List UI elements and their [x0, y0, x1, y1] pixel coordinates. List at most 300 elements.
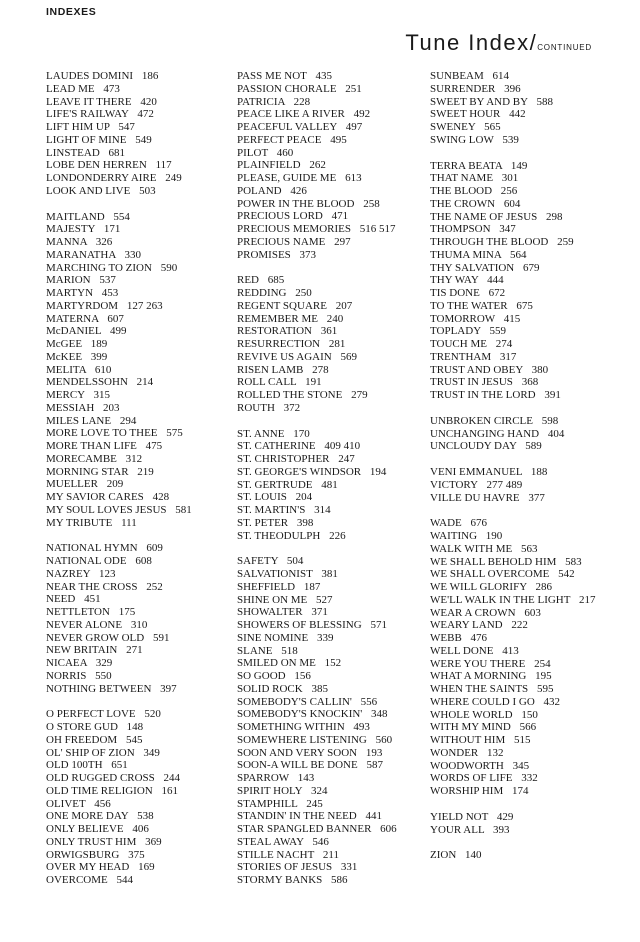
hymn-number: 518	[281, 644, 298, 657]
index-entry	[46, 453, 226, 466]
index-entry	[237, 759, 422, 772]
index-entry	[46, 581, 226, 594]
tune-name: MORECAMBE	[46, 452, 117, 465]
tune-name: NOTHING BETWEEN	[46, 682, 152, 695]
hymn-number: 441	[365, 810, 382, 823]
hymn-number: 297	[334, 235, 351, 248]
tune-name: STANDIN' IN THE NEED	[237, 810, 357, 823]
index-entry	[237, 159, 422, 172]
hymn-number: 589	[525, 440, 542, 453]
hymn-number: 613	[345, 172, 362, 184]
index-entry	[237, 134, 422, 147]
hymn-number: 245	[306, 797, 323, 810]
tune-name: SO GOOD	[237, 670, 286, 682]
hymn-number: 123	[98, 567, 116, 580]
hymn-number: 385	[311, 682, 328, 695]
tune-name: STAR SPANGLED BANNER	[237, 823, 372, 835]
index-entry	[237, 491, 422, 504]
hymn-number: 369	[145, 835, 162, 848]
hymn-number: 676	[470, 517, 488, 530]
index-entry	[46, 223, 226, 236]
index-entry	[237, 657, 422, 670]
index-entry	[430, 211, 600, 224]
index-entry	[237, 798, 422, 811]
tune-name: VICTORY	[430, 478, 478, 491]
tune-name: YOUR ALL	[430, 823, 485, 836]
hymn-number: 604	[503, 197, 521, 210]
index-entry	[430, 760, 600, 773]
hymn-number: 607	[107, 312, 124, 325]
index-entry	[46, 274, 226, 287]
index-entry	[46, 670, 226, 683]
tune-name: WE'LL WALK IN THE LIGHT	[430, 593, 571, 606]
hymn-number: 672	[488, 287, 506, 299]
hymn-number: 247	[338, 453, 355, 465]
tune-name: VILLE DU HAVRE	[430, 491, 520, 504]
index-entry	[237, 823, 422, 836]
tune-name: ST. LOUIS	[237, 491, 287, 504]
index-entry	[46, 836, 226, 849]
index-entry	[46, 861, 226, 874]
hymn-number: 492	[353, 108, 371, 121]
index-entry	[46, 657, 226, 670]
index-entry	[46, 683, 226, 696]
index-entry	[237, 555, 422, 568]
tune-name: ZION	[430, 849, 457, 862]
hymn-number: 240	[326, 312, 344, 325]
index-group	[237, 555, 422, 887]
index-entry	[430, 415, 600, 428]
tune-name: McDANIEL	[46, 325, 102, 338]
tune-name: ROUTH	[237, 401, 275, 414]
tune-name: SWEET BY AND BY	[430, 95, 528, 108]
hymn-number: 317	[499, 350, 517, 363]
index-entry	[430, 160, 600, 173]
hymn-number: 549	[135, 133, 152, 146]
hymn-number: 413	[502, 644, 519, 657]
index-entry	[237, 836, 422, 849]
tune-name: THOMPSON	[430, 223, 491, 236]
tune-name: POLAND	[237, 184, 282, 197]
tune-name: RED	[237, 274, 259, 287]
index-entry	[237, 721, 422, 734]
index-entry	[430, 772, 600, 785]
index-entry	[46, 466, 226, 479]
index-entry	[237, 287, 422, 300]
index-entry	[46, 147, 226, 160]
index-entry	[430, 223, 600, 236]
tune-name: WEBB	[430, 632, 462, 644]
hymn-number: 456	[94, 797, 111, 810]
hymn-number: 515	[514, 734, 531, 746]
hymn-number: 581	[175, 503, 192, 516]
hymn-number: 569	[340, 350, 357, 363]
index-column-3	[430, 70, 600, 875]
tune-name: WHOLE WORLD	[430, 708, 513, 721]
hymn-number: 453	[101, 287, 119, 299]
tune-name: SUNBEAM	[430, 70, 484, 82]
hymn-number: 559	[489, 325, 506, 338]
tune-name: SLANE	[237, 644, 273, 657]
index-entry	[46, 96, 226, 109]
tune-name: WE SHALL BEHOLD HIM	[430, 555, 557, 568]
hymn-number: 324	[310, 784, 328, 797]
index-entry	[430, 440, 600, 453]
index-entry	[46, 440, 226, 453]
tune-name: STORIES OF JESUS	[237, 861, 333, 874]
hymn-number: 161	[161, 784, 178, 797]
hymn-number: 614	[492, 70, 510, 82]
hymn-number: 397	[160, 682, 177, 695]
tune-name: SOMEBODY'S CALLIN'	[237, 695, 352, 708]
index-entry	[237, 466, 422, 479]
index-entry	[46, 721, 226, 734]
tune-name: MY TRIBUTE	[46, 516, 113, 529]
index-group	[430, 466, 600, 504]
tune-name: MENDELSSOHN	[46, 376, 128, 389]
tune-name: WHAT A MORNING	[430, 670, 527, 683]
hymn-number: 675	[516, 299, 533, 312]
index-group	[430, 70, 600, 147]
index-entry	[237, 364, 422, 377]
tune-name: THAT NAME	[430, 172, 494, 185]
tune-name: PERFECT PEACE	[237, 133, 322, 146]
tune-name: OLD RUGGED CROSS	[46, 772, 155, 784]
hymn-number: 544	[116, 874, 133, 886]
tune-name: MERCY	[46, 389, 85, 401]
hymn-number: 204	[295, 491, 313, 504]
hymn-number: 117	[155, 159, 172, 172]
index-entry	[237, 325, 422, 338]
tune-name: POWER IN THE BLOOD	[237, 197, 355, 210]
index-entry	[430, 849, 600, 862]
hymn-number: 442	[509, 108, 526, 121]
index-entry	[237, 785, 422, 798]
tune-name: WHERE COULD I GO	[430, 695, 535, 708]
index-entry	[237, 849, 422, 862]
hymn-number: 348	[371, 708, 388, 721]
hymn-number: 315	[93, 389, 110, 401]
tune-name: SOLID ROCK	[237, 682, 303, 695]
index-entry	[46, 364, 226, 377]
index-group	[237, 70, 422, 261]
index-entry	[46, 606, 226, 619]
index-entry	[237, 683, 422, 696]
tune-name: ST. THEODULPH	[237, 529, 321, 542]
hymn-number: 610	[94, 363, 112, 376]
hymn-number: 538	[137, 810, 154, 823]
index-entry	[430, 785, 600, 798]
index-entry	[46, 632, 226, 645]
tune-name: SINE NOMINE	[237, 631, 309, 644]
index-entry	[46, 823, 226, 836]
hymn-number: 169	[138, 861, 155, 874]
index-entry	[237, 670, 422, 683]
tune-name: PLAINFIELD	[237, 159, 301, 172]
hymn-number: 563	[521, 542, 538, 555]
tune-name: PATRICIA	[237, 95, 285, 108]
hymn-number: 372	[283, 401, 301, 414]
hymn-number: 274	[495, 338, 513, 350]
tune-name: MARION	[46, 274, 91, 287]
hymn-number: 361	[320, 325, 338, 338]
tune-name: SPARROW	[237, 772, 289, 784]
hymn-number: 279	[351, 389, 368, 401]
tune-name: MY SOUL LOVES JESUS	[46, 503, 167, 516]
tune-name: RESURRECTION	[237, 338, 321, 350]
tune-name: SHEFFIELD	[237, 580, 296, 593]
index-entry	[430, 389, 600, 402]
tune-name: MY SAVIOR CARES	[46, 491, 144, 503]
tune-name: TO THE WATER	[430, 299, 508, 312]
hymn-number: 495	[330, 133, 347, 146]
index-entry	[430, 658, 600, 671]
tune-name: NETTLETON	[46, 606, 110, 618]
hymn-number: 256	[500, 185, 518, 197]
hymn-number: 590	[160, 261, 178, 274]
hymn-number: 681	[108, 146, 126, 159]
hymn-number: 398	[296, 516, 314, 529]
tune-name: SWEET HOUR	[430, 108, 501, 121]
index-entry	[237, 96, 422, 109]
index-entry	[430, 824, 600, 837]
tune-name: WORSHIP HIM	[430, 785, 504, 797]
hymn-number: 254	[534, 657, 551, 670]
tune-name: MARTYN	[46, 287, 94, 299]
tune-name: NEW BRITAIN	[46, 644, 118, 657]
index-entry	[237, 376, 422, 389]
tune-name: WE SHALL OVERCOME	[430, 568, 550, 581]
index-entry	[237, 338, 422, 351]
hymn-number: 547	[118, 121, 135, 133]
tune-name: MARCHING TO ZION	[46, 261, 152, 274]
hymn-number: 516 517	[359, 223, 396, 235]
tune-name: MILES LANE	[46, 414, 112, 427]
index-entry	[46, 427, 226, 440]
tune-name: RESTORATION	[237, 325, 312, 338]
tune-name: SMILED ON ME	[237, 657, 316, 670]
page-title-main: Tune Index/	[405, 30, 538, 55]
hymn-number: 504	[286, 555, 304, 568]
tune-name: THUMA MINA	[430, 248, 502, 261]
index-entry	[46, 108, 226, 121]
hymn-number: 286	[535, 581, 552, 593]
tune-name: WOODWORTH	[430, 759, 504, 772]
tune-name: OVER MY HEAD	[46, 861, 130, 874]
tune-name: THY WAY	[430, 274, 479, 287]
index-entry	[430, 683, 600, 696]
index-entry	[237, 810, 422, 823]
index-entry	[237, 147, 422, 160]
tune-name: WAITING	[430, 530, 478, 542]
index-entry	[46, 772, 226, 785]
index-entry	[237, 581, 422, 594]
tune-name: THY SALVATION	[430, 261, 515, 274]
index-entry	[430, 734, 600, 747]
tune-name: SALVATIONIST	[237, 568, 313, 580]
hymn-number: 278	[312, 363, 329, 376]
tune-name: NEAR THE CROSS	[46, 580, 138, 593]
hymn-number: 219	[137, 465, 154, 478]
tune-name: WITH MY MIND	[430, 721, 511, 734]
index-entry	[430, 721, 600, 734]
hymn-number: 435	[315, 70, 332, 82]
hymn-number: 460	[276, 146, 294, 159]
tune-name: ST. GEORGE'S WINDSOR	[237, 465, 362, 478]
hymn-number: 207	[335, 299, 353, 312]
index-entry	[430, 108, 600, 121]
index-entry	[430, 530, 600, 543]
tune-name: SPIRIT HOLY	[237, 784, 303, 797]
index-entry	[430, 709, 600, 722]
index-entry	[46, 708, 226, 721]
tune-name: WHEN THE SAINTS	[430, 683, 529, 695]
index-entry	[237, 861, 422, 874]
index-entry	[430, 236, 600, 249]
tune-name: LOOK AND LIVE	[46, 184, 131, 197]
index-entry	[237, 198, 422, 211]
index-entry	[46, 262, 226, 275]
index-entry	[237, 402, 422, 415]
tune-name: WEARY LAND	[430, 619, 503, 632]
tune-name: MARANATHA	[46, 248, 116, 261]
hymn-number: 281	[328, 338, 346, 350]
hymn-number: 195	[535, 670, 552, 683]
index-group	[237, 274, 422, 414]
hymn-number: 451	[84, 593, 101, 606]
hymn-number: 314	[314, 504, 331, 516]
index-entry	[46, 249, 226, 262]
index-entry	[430, 632, 600, 645]
tune-name: NEVER GROW OLD	[46, 631, 145, 644]
hymn-number: 377	[528, 491, 545, 504]
hymn-number: 595	[536, 683, 554, 695]
index-entry	[46, 644, 226, 657]
tune-name: ONLY TRUST HIM	[46, 835, 137, 848]
index-entry	[237, 83, 422, 96]
tune-name: UNCHANGING HAND	[430, 427, 540, 440]
hymn-number: 252	[146, 580, 163, 593]
index-entry	[237, 121, 422, 134]
page-title	[405, 32, 592, 54]
index-entry	[430, 747, 600, 760]
tune-name: REGENT SQUARE	[237, 299, 327, 312]
index-entry	[46, 504, 226, 517]
index-entry	[430, 96, 600, 109]
hymn-number: 174	[512, 785, 529, 797]
tune-name: OL' SHIP OF ZION	[46, 746, 135, 759]
index-entry	[430, 287, 600, 300]
index-entry	[430, 517, 600, 530]
index-entry	[237, 70, 422, 83]
index-entry	[46, 759, 226, 772]
hymn-number: 345	[512, 759, 530, 772]
tune-name: PILOT	[237, 146, 268, 159]
index-entry	[430, 134, 600, 147]
tune-name: THE BLOOD	[430, 185, 493, 197]
index-entry	[237, 645, 422, 658]
hymn-number: 140	[465, 849, 482, 862]
hymn-number: 175	[118, 606, 136, 618]
hymn-number: 211	[322, 848, 339, 861]
tune-name: WORDS OF LIFE	[430, 772, 513, 785]
index-entry	[46, 83, 226, 96]
index-entry	[237, 530, 422, 543]
index-entry	[430, 645, 600, 658]
tune-name: TRUST AND OBEY	[430, 363, 523, 376]
index-entry	[237, 453, 422, 466]
index-entry	[237, 274, 422, 287]
hymn-number: 499	[109, 325, 127, 338]
tune-name: STILLE NACHT	[237, 848, 315, 861]
tune-name: LEAD ME	[46, 82, 95, 95]
index-entry	[430, 543, 600, 556]
index-entry	[430, 351, 600, 364]
index-entry	[430, 556, 600, 569]
index-group	[430, 160, 600, 402]
tune-name: ROLL CALL	[237, 376, 297, 389]
tune-name: PRECIOUS NAME	[237, 235, 326, 248]
hymn-number: 651	[111, 759, 128, 772]
index-entry	[430, 249, 600, 262]
hymn-number: 591	[152, 631, 170, 644]
tune-name: TRENTHAM	[430, 350, 492, 363]
hymn-number: 127 263	[126, 299, 163, 312]
index-entry	[430, 479, 600, 492]
hymn-number: 554	[113, 210, 130, 223]
index-entry	[237, 696, 422, 709]
hymn-number: 545	[125, 733, 143, 746]
hymn-number: 481	[321, 478, 338, 491]
hymn-number: 170	[293, 427, 310, 440]
index-entry	[46, 517, 226, 530]
tune-name: MORE THAN LIFE	[46, 440, 137, 452]
tune-name: PEACE LIKE A RIVER	[237, 108, 345, 121]
hymn-number: 191	[305, 376, 322, 389]
index-entry	[430, 313, 600, 326]
index-entry	[46, 542, 226, 555]
tune-name: NICAEA	[46, 657, 87, 669]
index-entry	[46, 555, 226, 568]
index-entry	[430, 619, 600, 632]
hymn-number: 503	[139, 184, 156, 197]
index-entry	[430, 121, 600, 134]
index-entry	[46, 747, 226, 760]
index-entry	[46, 351, 226, 364]
hymn-number: 203	[103, 401, 120, 414]
hymn-number: 396	[504, 82, 521, 95]
index-entry	[237, 236, 422, 249]
hymn-number: 381	[321, 568, 338, 580]
index-entry	[430, 262, 600, 275]
index-entry	[237, 479, 422, 492]
hymn-number: 588	[536, 95, 553, 108]
tune-name: WONDER	[430, 746, 479, 759]
tune-name: STORMY BANKS	[237, 874, 323, 886]
hymn-number: 575	[166, 427, 183, 440]
index-group	[237, 428, 422, 543]
hymn-number: 186	[141, 70, 159, 82]
tune-name: SURRENDER	[430, 82, 496, 95]
hymn-number: 587	[366, 759, 383, 772]
index-entry	[237, 223, 422, 236]
hymn-number: 550	[95, 669, 112, 682]
index-entry	[430, 70, 600, 83]
tune-name: THROUGH THE BLOOD	[430, 236, 549, 248]
hymn-number: 375	[128, 848, 145, 861]
hymn-number: 149	[510, 159, 528, 172]
tune-name: MARTYRDOM	[46, 299, 119, 312]
